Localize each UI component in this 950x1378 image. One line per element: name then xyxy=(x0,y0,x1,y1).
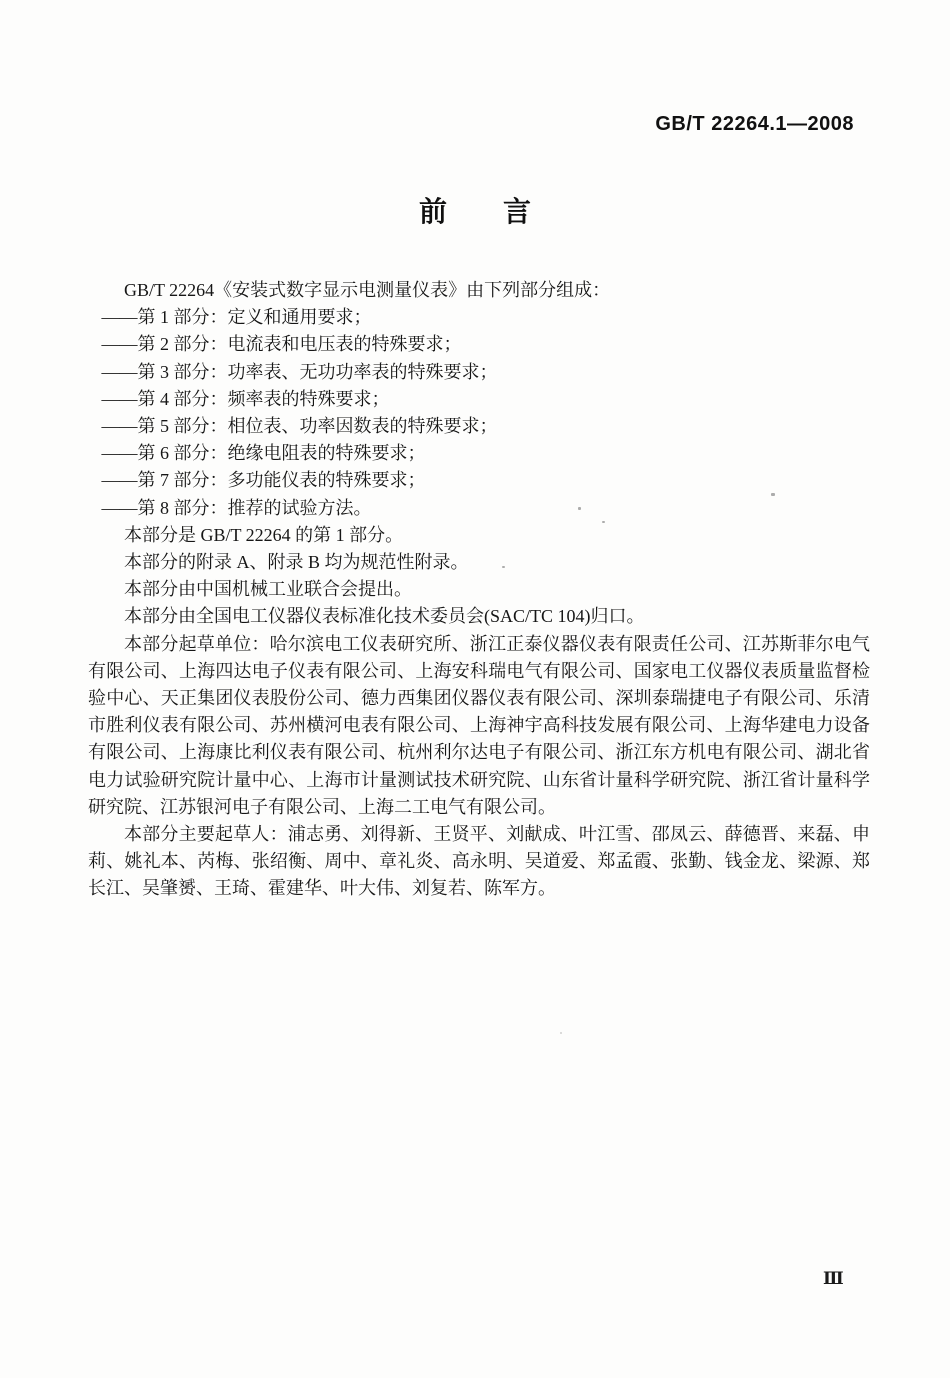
intro-paragraph: GB/T 22264《安装式数字显示电测量仪表》由下列部分组成： xyxy=(124,280,611,300)
page-number: Ⅲ xyxy=(823,1269,844,1288)
drafting-units-paragraph: 本部分起草单位：哈尔滨电工仪表研究所、浙江正泰仪器仪表有限责任公司、江苏斯菲尔电气有限公司、上海四达电子仪表有限公司、上海安科瑞电气有限公司、国家电工仪器仪表质量监督检验中心、天正集团仪表股份公司、德力西集团仪器仪表有限公司、深圳泰瑞捷电子有限公司、乐清市胜利仪表有限公司、苏州横河电表有限公司、上海神宇高科技发展有限公司、上海华建电力设备有限公司、上海康比利仪表有限公司、杭州利尔达电子有限公司、浙江东方机电有限公司、湖北省电力试验研究院计量中心、上海市计量测试技术研究院、山东省计量科学研究院、浙江省计量科学研究院、江苏银河电子有限公司、上海二工电气有限公司。 xyxy=(88,633,870,817)
scan-speck xyxy=(560,1032,562,1034)
drafters-paragraph: 本部分主要起草人：浦志勇、刘得新、王贤平、刘献成、叶江雪、邵凤云、薛德晋、来磊、申莉、姚礼本、芮梅、张绍衡、周中、章礼炎、高永明、吴道爱、郑孟霞、张勤、钱金龙、梁源、郑长江、吴肇赟、王琦、霍建华、叶大伟、刘复若、陈军方。 xyxy=(88,824,870,899)
part-item-2: ——第 2 部分：电流表和电压表的特殊要求； xyxy=(101,334,462,355)
statement-part-of: 本部分是 GB/T 22264 的第 1 部分。 xyxy=(124,524,404,545)
statement-centralized-by: 本部分由全国电工仪器仪表标准化技术委员会(SAC/TC 104)归口。 xyxy=(124,606,645,627)
scan-speck xyxy=(502,566,505,568)
statement-proposed-by: 本部分由中国机械工业联合会提出。 xyxy=(124,579,412,600)
part-item-3: ——第 3 部分：功率表、无功功率表的特殊要求； xyxy=(101,361,498,382)
scan-speck xyxy=(602,521,605,523)
standard-code: GB/T 22264.1—2008 xyxy=(655,113,854,135)
scan-speck xyxy=(771,493,775,496)
foreword-body xyxy=(88,277,870,903)
page-title: 前 言 xyxy=(418,196,531,227)
part-item-4: ——第 4 部分：频率表的特殊要求； xyxy=(101,388,390,409)
part-item-8: ——第 8 部分：推荐的试验方法。 xyxy=(101,497,372,518)
part-item-6: ——第 6 部分：绝缘电阻表的特殊要求； xyxy=(101,443,426,464)
part-item-7: ——第 7 部分：多功能仪表的特殊要求； xyxy=(101,470,426,491)
part-item-5: ——第 5 部分：相位表、功率因数表的特殊要求； xyxy=(101,416,498,437)
statement-annexes: 本部分的附录 A、附录 B 均为规范性附录。 xyxy=(124,552,469,573)
part-item-1: ——第 1 部分：定义和通用要求； xyxy=(101,307,372,328)
scan-speck xyxy=(578,507,581,510)
